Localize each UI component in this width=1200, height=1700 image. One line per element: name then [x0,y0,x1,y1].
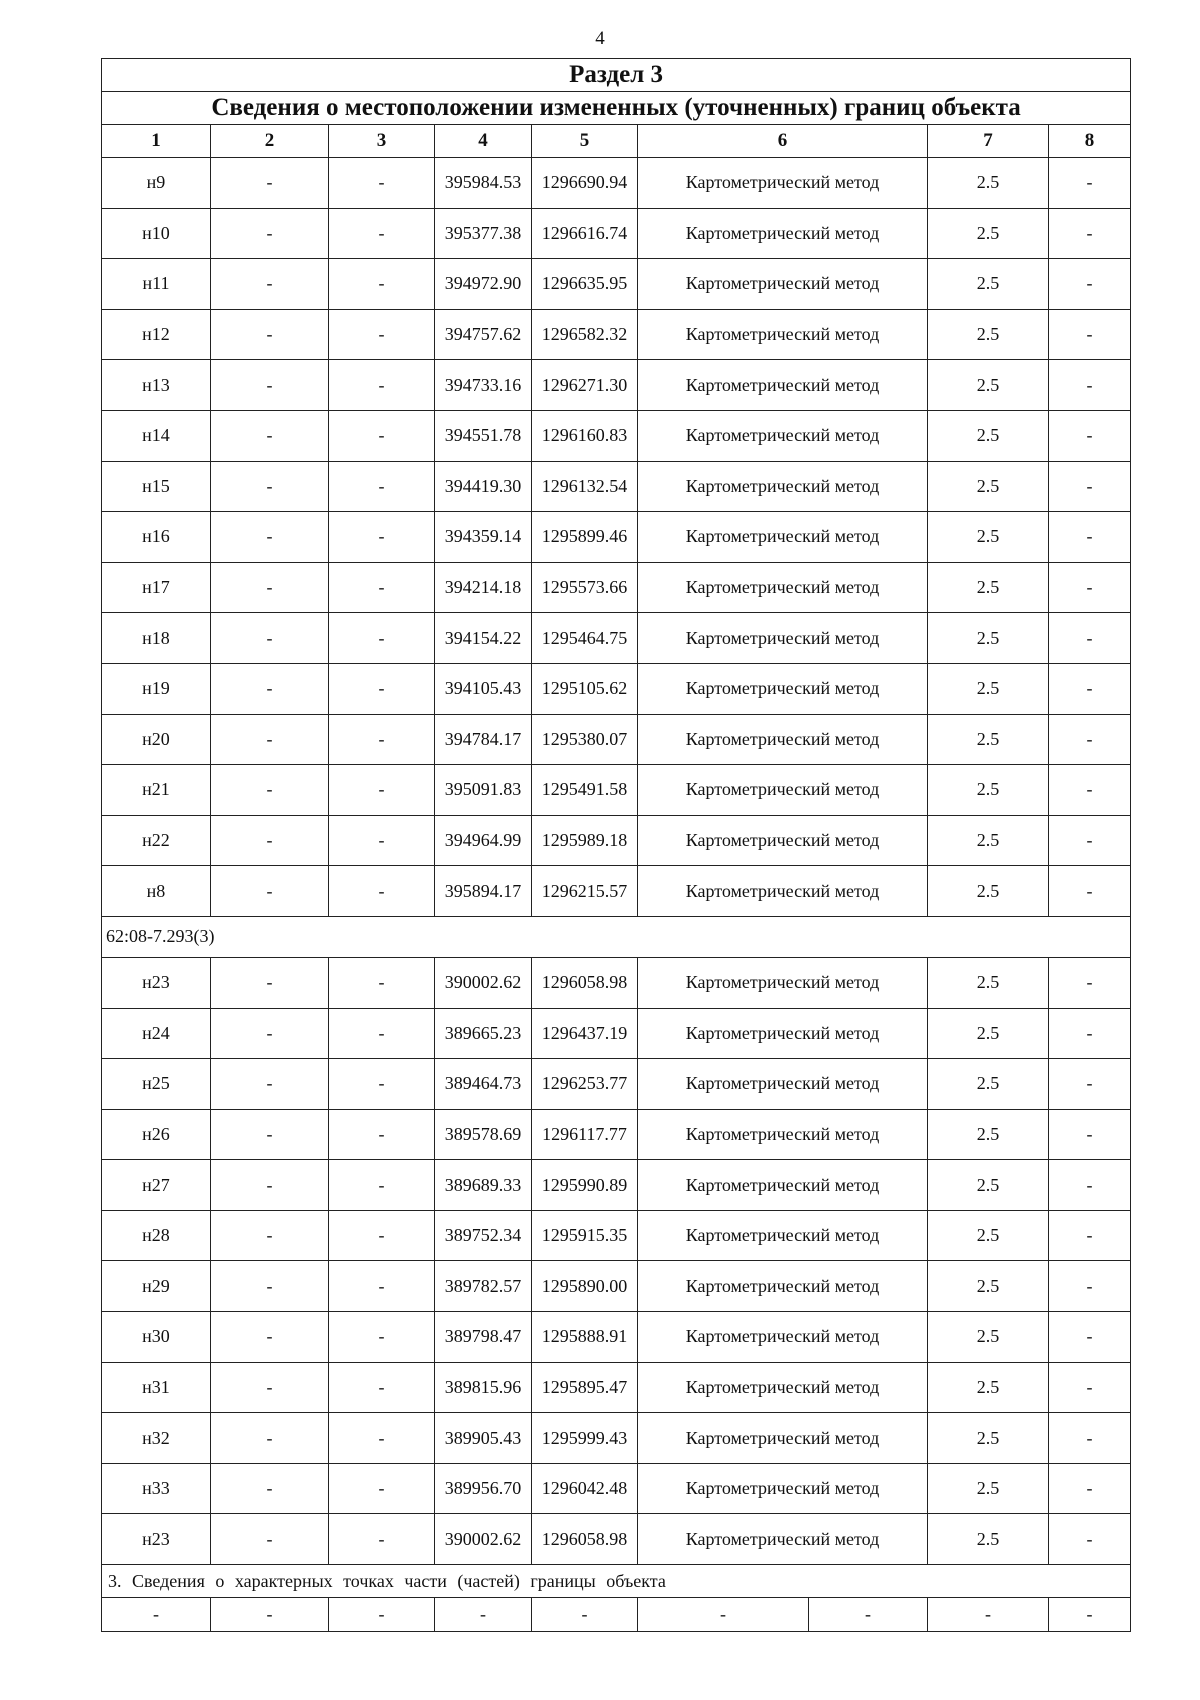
point-number-cell: н21 [102,765,211,816]
point-number-cell: н24 [102,1008,211,1059]
method-cell: Картометрический метод [638,1008,928,1059]
method-cell: Картометрический метод [638,866,928,917]
method-cell: Картометрический метод [638,957,928,1008]
point-number-cell: н31 [102,1362,211,1413]
column-3-cell: - [329,158,435,209]
x-coordinate-cell: 394757.62 [435,309,532,360]
table-row [102,866,1131,917]
method-cell: Картометрический метод [638,765,928,816]
x-coordinate-cell: 394972.90 [435,259,532,310]
column-3-cell: - [329,512,435,563]
column-8-cell: - [1049,1261,1131,1312]
y-coordinate-cell: 1296117.77 [532,1109,638,1160]
accuracy-cell: 2.5 [928,957,1049,1008]
column-2-cell: - [211,1362,329,1413]
x-coordinate-cell: 394733.16 [435,360,532,411]
accuracy-cell: 2.5 [928,208,1049,259]
method-cell: Картометрический метод [638,815,928,866]
column-2-cell: - [211,1008,329,1059]
empty-cell: - [1049,1598,1131,1632]
method-cell: Картометрический метод [638,360,928,411]
y-coordinate-cell: 1296042.48 [532,1463,638,1514]
y-coordinate-cell: 1296437.19 [532,1008,638,1059]
table-row [102,663,1131,714]
column-8-cell: - [1049,613,1131,664]
section-title: Раздел 3 [102,59,1131,92]
point-number-cell: н18 [102,613,211,664]
column-2-cell: - [211,1463,329,1514]
empty-cell: - [211,1598,329,1632]
method-cell: Картометрический метод [638,714,928,765]
column-2-cell: - [211,309,329,360]
column-3-cell: - [329,1463,435,1514]
column-2-cell: - [211,1160,329,1211]
y-coordinate-cell: 1296635.95 [532,259,638,310]
table-row [102,765,1131,816]
y-coordinate-cell: 1295888.91 [532,1312,638,1363]
column-3-cell: - [329,1059,435,1110]
column-8-cell: - [1049,1312,1131,1363]
empty-cell: - [329,1598,435,1632]
accuracy-cell: 2.5 [928,765,1049,816]
x-coordinate-cell: 390002.62 [435,957,532,1008]
column-header: 7 [928,125,1049,158]
column-2-cell: - [211,1059,329,1110]
column-8-cell: - [1049,259,1131,310]
column-2-cell: - [211,815,329,866]
empty-cell: - [928,1598,1049,1632]
accuracy-cell: 2.5 [928,1059,1049,1110]
method-cell: Картометрический метод [638,1109,928,1160]
column-3-cell: - [329,410,435,461]
column-2-cell: - [211,158,329,209]
x-coordinate-cell: 389689.33 [435,1160,532,1211]
point-number-cell: н14 [102,410,211,461]
column-3-cell: - [329,1362,435,1413]
y-coordinate-cell: 1296690.94 [532,158,638,209]
column-2-cell: - [211,714,329,765]
column-3-cell: - [329,360,435,411]
x-coordinate-cell: 394105.43 [435,663,532,714]
table-row [102,512,1131,563]
page-number: 4 [595,28,605,49]
accuracy-cell: 2.5 [928,1261,1049,1312]
table-row [102,461,1131,512]
table-row [102,1514,1131,1565]
empty-cell: - [809,1598,928,1632]
column-8-cell: - [1049,410,1131,461]
column-8-cell: - [1049,208,1131,259]
empty-row [102,1598,1131,1632]
table-row [102,714,1131,765]
method-cell: Картометрический метод [638,410,928,461]
accuracy-cell: 2.5 [928,1160,1049,1211]
method-cell: Картометрический метод [638,1463,928,1514]
column-2-cell: - [211,866,329,917]
y-coordinate-cell: 1296132.54 [532,461,638,512]
accuracy-cell: 2.5 [928,461,1049,512]
column-8-cell: - [1049,1059,1131,1110]
table-row [102,360,1131,411]
x-coordinate-cell: 394784.17 [435,714,532,765]
table-row [102,1463,1131,1514]
group-row [102,916,1131,957]
column-header: 3 [329,125,435,158]
column-header: 5 [532,125,638,158]
table-row [102,1362,1131,1413]
accuracy-cell: 2.5 [928,1463,1049,1514]
column-header: 4 [435,125,532,158]
column-2-cell: - [211,1261,329,1312]
point-number-cell: н11 [102,259,211,310]
section-3-label: 3. Сведения о характерных точках части (частей) границы объекта [102,1565,1131,1598]
table-row [102,309,1131,360]
column-8-cell: - [1049,815,1131,866]
column-3-cell: - [329,1160,435,1211]
column-8-cell: - [1049,1463,1131,1514]
method-cell: Картометрический метод [638,1261,928,1312]
column-8-cell: - [1049,360,1131,411]
table-row [102,1109,1131,1160]
x-coordinate-cell: 389665.23 [435,1008,532,1059]
x-coordinate-cell: 389815.96 [435,1362,532,1413]
column-3-cell: - [329,1210,435,1261]
x-coordinate-cell: 394214.18 [435,562,532,613]
column-3-cell: - [329,1312,435,1363]
y-coordinate-cell: 1295105.62 [532,663,638,714]
accuracy-cell: 2.5 [928,1362,1049,1413]
accuracy-cell: 2.5 [928,360,1049,411]
column-3-cell: - [329,1109,435,1160]
column-header-row [102,125,1131,158]
column-8-cell: - [1049,663,1131,714]
column-8-cell: - [1049,1008,1131,1059]
point-number-cell: н23 [102,1514,211,1565]
point-number-cell: н29 [102,1261,211,1312]
empty-cell: - [532,1598,638,1632]
column-2-cell: - [211,765,329,816]
y-coordinate-cell: 1296058.98 [532,1514,638,1565]
column-3-cell: - [329,663,435,714]
method-cell: Картометрический метод [638,1059,928,1110]
column-8-cell: - [1049,1210,1131,1261]
accuracy-cell: 2.5 [928,259,1049,310]
method-cell: Картометрический метод [638,1514,928,1565]
column-8-cell: - [1049,461,1131,512]
point-number-cell: н23 [102,957,211,1008]
y-coordinate-cell: 1296582.32 [532,309,638,360]
column-3-cell: - [329,1008,435,1059]
accuracy-cell: 2.5 [928,158,1049,209]
column-3-cell: - [329,815,435,866]
y-coordinate-cell: 1296271.30 [532,360,638,411]
section-subtitle: Сведения о местоположении измененных (уточненных) границ объекта [102,92,1131,125]
point-number-cell: н13 [102,360,211,411]
method-cell: Картометрический метод [638,1210,928,1261]
point-number-cell: н30 [102,1312,211,1363]
column-header: 2 [211,125,329,158]
empty-cell: - [638,1598,809,1632]
column-3-cell: - [329,1514,435,1565]
column-2-cell: - [211,259,329,310]
y-coordinate-cell: 1295464.75 [532,613,638,664]
point-number-cell: н16 [102,512,211,563]
table-row [102,410,1131,461]
point-number-cell: н27 [102,1160,211,1211]
accuracy-cell: 2.5 [928,815,1049,866]
table-row [102,1210,1131,1261]
y-coordinate-cell: 1295890.00 [532,1261,638,1312]
column-8-cell: - [1049,1514,1131,1565]
accuracy-cell: 2.5 [928,1210,1049,1261]
method-cell: Картометрический метод [638,663,928,714]
x-coordinate-cell: 394154.22 [435,613,532,664]
group-label: 62:08-7.293(3) [102,916,1131,957]
y-coordinate-cell: 1295380.07 [532,714,638,765]
table-row [102,1160,1131,1211]
method-cell: Картометрический метод [638,461,928,512]
x-coordinate-cell: 395894.17 [435,866,532,917]
x-coordinate-cell: 389956.70 [435,1463,532,1514]
y-coordinate-cell: 1295573.66 [532,562,638,613]
accuracy-cell: 2.5 [928,1514,1049,1565]
table-row [102,1413,1131,1464]
table-row [102,259,1131,310]
x-coordinate-cell: 395984.53 [435,158,532,209]
y-coordinate-cell: 1295990.89 [532,1160,638,1211]
x-coordinate-cell: 394551.78 [435,410,532,461]
y-coordinate-cell: 1295895.47 [532,1362,638,1413]
point-number-cell: н28 [102,1210,211,1261]
accuracy-cell: 2.5 [928,1109,1049,1160]
method-cell: Картометрический метод [638,512,928,563]
accuracy-cell: 2.5 [928,613,1049,664]
accuracy-cell: 2.5 [928,1312,1049,1363]
column-2-cell: - [211,1413,329,1464]
column-8-cell: - [1049,562,1131,613]
column-8-cell: - [1049,957,1131,1008]
point-number-cell: н8 [102,866,211,917]
column-2-cell: - [211,663,329,714]
table-row [102,613,1131,664]
point-number-cell: н20 [102,714,211,765]
table-row [102,957,1131,1008]
table-row [102,1059,1131,1110]
point-number-cell: н32 [102,1413,211,1464]
y-coordinate-cell: 1296616.74 [532,208,638,259]
point-number-cell: н22 [102,815,211,866]
column-3-cell: - [329,461,435,512]
column-3-cell: - [329,613,435,664]
column-2-cell: - [211,461,329,512]
y-coordinate-cell: 1296215.57 [532,866,638,917]
x-coordinate-cell: 395377.38 [435,208,532,259]
empty-cell: - [435,1598,532,1632]
column-8-cell: - [1049,1362,1131,1413]
x-coordinate-cell: 394419.30 [435,461,532,512]
y-coordinate-cell: 1295899.46 [532,512,638,563]
accuracy-cell: 2.5 [928,663,1049,714]
column-2-cell: - [211,410,329,461]
column-2-cell: - [211,360,329,411]
column-8-cell: - [1049,1160,1131,1211]
column-3-cell: - [329,1413,435,1464]
accuracy-cell: 2.5 [928,714,1049,765]
section-3-row [102,1565,1131,1598]
accuracy-cell: 2.5 [928,512,1049,563]
table-row [102,158,1131,209]
y-coordinate-cell: 1296160.83 [532,410,638,461]
column-8-cell: - [1049,866,1131,917]
accuracy-cell: 2.5 [928,1413,1049,1464]
column-3-cell: - [329,259,435,310]
method-cell: Картометрический метод [638,158,928,209]
accuracy-cell: 2.5 [928,562,1049,613]
column-3-cell: - [329,208,435,259]
accuracy-cell: 2.5 [928,1008,1049,1059]
accuracy-cell: 2.5 [928,309,1049,360]
point-number-cell: н9 [102,158,211,209]
method-cell: Картометрический метод [638,613,928,664]
y-coordinate-cell: 1296058.98 [532,957,638,1008]
section-subtitle-row [102,92,1131,125]
x-coordinate-cell: 389464.73 [435,1059,532,1110]
method-cell: Картометрический метод [638,1312,928,1363]
x-coordinate-cell: 389905.43 [435,1413,532,1464]
column-8-cell: - [1049,765,1131,816]
y-coordinate-cell: 1296253.77 [532,1059,638,1110]
point-number-cell: н33 [102,1463,211,1514]
column-3-cell: - [329,562,435,613]
column-3-cell: - [329,714,435,765]
accuracy-cell: 2.5 [928,866,1049,917]
accuracy-cell: 2.5 [928,410,1049,461]
section-title-row [102,59,1131,92]
table-row [102,208,1131,259]
column-3-cell: - [329,866,435,917]
y-coordinate-cell: 1295999.43 [532,1413,638,1464]
column-2-cell: - [211,562,329,613]
x-coordinate-cell: 389782.57 [435,1261,532,1312]
table-row [102,562,1131,613]
column-3-cell: - [329,1261,435,1312]
table-row [102,1261,1131,1312]
method-cell: Картометрический метод [638,259,928,310]
x-coordinate-cell: 394964.99 [435,815,532,866]
method-cell: Картометрический метод [638,208,928,259]
column-header: 1 [102,125,211,158]
column-3-cell: - [329,957,435,1008]
y-coordinate-cell: 1295915.35 [532,1210,638,1261]
method-cell: Картометрический метод [638,309,928,360]
method-cell: Картометрический метод [638,1160,928,1211]
point-number-cell: н10 [102,208,211,259]
column-2-cell: - [211,1312,329,1363]
column-8-cell: - [1049,309,1131,360]
column-2-cell: - [211,957,329,1008]
column-2-cell: - [211,613,329,664]
x-coordinate-cell: 389578.69 [435,1109,532,1160]
boundary-table [101,58,1131,1632]
column-2-cell: - [211,512,329,563]
point-number-cell: н26 [102,1109,211,1160]
column-8-cell: - [1049,1109,1131,1160]
column-8-cell: - [1049,512,1131,563]
column-header: 8 [1049,125,1131,158]
column-3-cell: - [329,309,435,360]
column-8-cell: - [1049,714,1131,765]
table-row [102,815,1131,866]
x-coordinate-cell: 389752.34 [435,1210,532,1261]
column-2-cell: - [211,1109,329,1160]
point-number-cell: н15 [102,461,211,512]
point-number-cell: н19 [102,663,211,714]
method-cell: Картометрический метод [638,1413,928,1464]
method-cell: Картометрический метод [638,1362,928,1413]
column-header: 6 [638,125,928,158]
y-coordinate-cell: 1295491.58 [532,765,638,816]
x-coordinate-cell: 394359.14 [435,512,532,563]
empty-cell: - [102,1598,211,1632]
point-number-cell: н17 [102,562,211,613]
column-2-cell: - [211,1514,329,1565]
column-2-cell: - [211,208,329,259]
column-8-cell: - [1049,158,1131,209]
table-row [102,1008,1131,1059]
point-number-cell: н12 [102,309,211,360]
column-3-cell: - [329,765,435,816]
column-8-cell: - [1049,1413,1131,1464]
point-number-cell: н25 [102,1059,211,1110]
x-coordinate-cell: 395091.83 [435,765,532,816]
x-coordinate-cell: 390002.62 [435,1514,532,1565]
table-row [102,1312,1131,1363]
x-coordinate-cell: 389798.47 [435,1312,532,1363]
method-cell: Картометрический метод [638,562,928,613]
y-coordinate-cell: 1295989.18 [532,815,638,866]
column-2-cell: - [211,1210,329,1261]
